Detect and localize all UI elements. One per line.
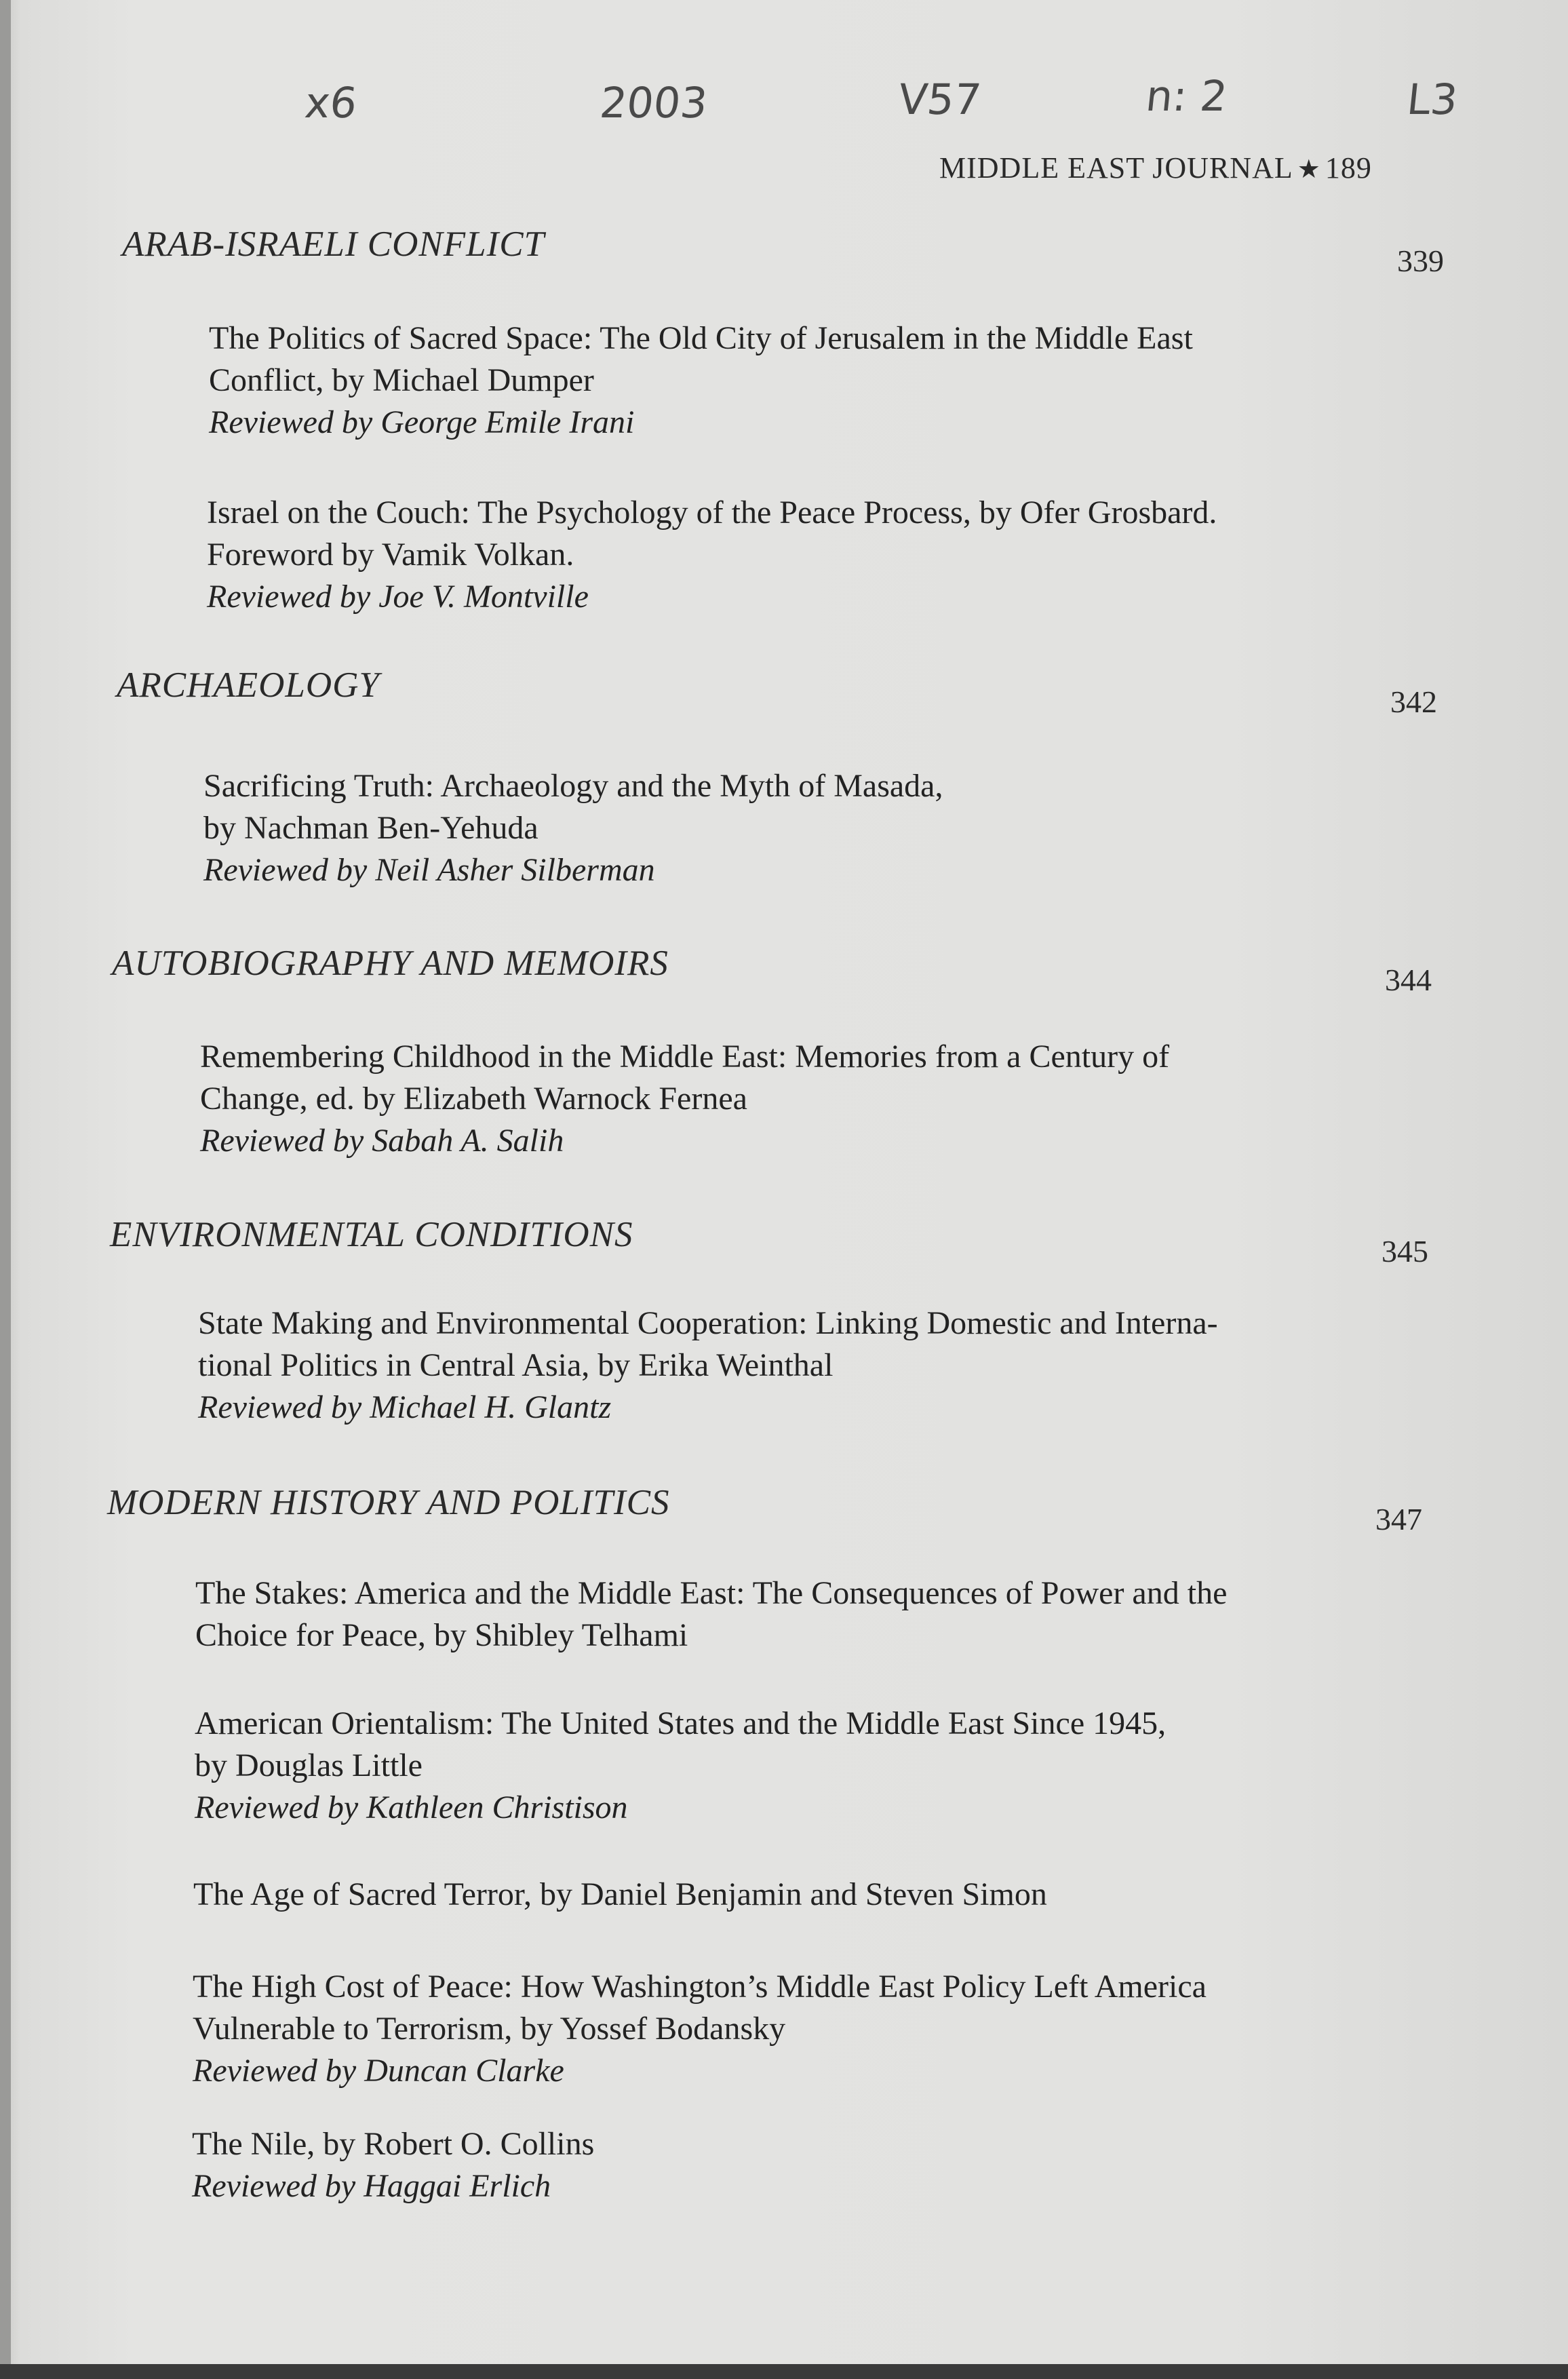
book-title-line: The High Cost of Peace: How Washington’s Middle East Policy Left America: [193, 1969, 1207, 2005]
page-bottom-edge: [0, 2364, 1568, 2379]
section-arab-israeli-conflict: [122, 224, 1451, 278]
section-page-number: 347: [1375, 1502, 1422, 1536]
section-autobiography-and-memoirs: [112, 943, 1441, 997]
book-title-line: The Politics of Sacred Space: The Old City of Jerusalem in the Middle East: [209, 320, 1193, 356]
review-entry: [192, 2123, 594, 2207]
review-entry: [195, 1703, 1166, 1829]
star-icon: ★: [1297, 155, 1321, 184]
section-title: MODERN HISTORY AND POLITICS: [107, 1483, 670, 1522]
section-title: ARCHAEOLOGY: [117, 665, 380, 705]
reviewer: Reviewed by Haggai Erlich: [192, 2168, 551, 2204]
section-page-number: 339: [1397, 244, 1444, 278]
book-title-line: Foreword by Vamik Volkan.: [207, 537, 574, 573]
section-page-number: 345: [1381, 1234, 1428, 1269]
review-entry: [209, 317, 1193, 444]
reviewer: Reviewed by Joe V. Montville: [207, 579, 589, 615]
review-entry: [207, 492, 1217, 618]
handwritten-mark: 2003: [597, 78, 710, 128]
book-title-line: State Making and Environmental Cooperation: Linking Domestic and Interna-: [198, 1305, 1218, 1341]
section-modern-history-and-politics: [107, 1482, 1436, 1536]
handwritten-mark: V57: [896, 75, 984, 124]
handwritten-mark: x6: [302, 78, 359, 128]
book-title-line: Sacrificing Truth: Archaeology and the Myth of Masada,: [203, 768, 943, 804]
book-title-line: The Stakes: America and the Middle East: The Consequences of Power and the: [195, 1575, 1228, 1611]
book-title-line: Remembering Childhood in the Middle East: Memories from a Century of: [200, 1039, 1170, 1075]
handwritten-mark: L3: [1405, 75, 1460, 124]
section-title: ENVIRONMENTAL CONDITIONS: [110, 1215, 633, 1254]
book-title-line: tional Politics in Central Asia, by Erika Weinthal: [198, 1347, 834, 1383]
book-title-line: Change, ed. by Elizabeth Warnock Fernea: [200, 1081, 747, 1117]
book-title-line: American Orientalism: The United States and the Middle East Since 1945,: [195, 1705, 1167, 1741]
reviewer: Reviewed by Michael H. Glantz: [198, 1389, 612, 1425]
reviewer: Reviewed by Sabah A. Salih: [200, 1123, 564, 1159]
section-environmental-conditions: [110, 1214, 1439, 1269]
book-title-line: Choice for Peace, by Shibley Telhami: [195, 1617, 688, 1653]
review-entry: [193, 1874, 1047, 1916]
book-title-line: Conflict, by Michael Dumper: [209, 362, 594, 398]
journal-name: MIDDLE EAST JOURNAL: [939, 151, 1293, 185]
reviewer: Reviewed by George Emile Irani: [209, 404, 635, 440]
section-title: ARAB-ISRAELI CONFLICT: [122, 225, 545, 264]
section-archaeology: [117, 665, 1446, 719]
reviewer: Reviewed by Neil Asher Silberman: [203, 852, 655, 888]
folio-page-number: 189: [1325, 151, 1372, 185]
handwritten-annotations: [0, 64, 1568, 139]
section-title: AUTOBIOGRAPHY AND MEMOIRS: [112, 944, 669, 983]
book-title-line: Israel on the Couch: The Psychology of the Peace Process, by Ofer Grosbard.: [207, 495, 1217, 530]
book-title-line: by Nachman Ben-Yehuda: [203, 810, 538, 846]
review-entry: [198, 1302, 1218, 1429]
review-entry: [193, 1966, 1207, 2092]
reviewer: Reviewed by Kathleen Christison: [195, 1790, 628, 1825]
section-page-number: 342: [1390, 684, 1437, 719]
reviewer: Reviewed by Duncan Clarke: [193, 2053, 564, 2089]
book-title-line: by Douglas Little: [195, 1747, 423, 1783]
book-title-line: The Age of Sacred Terror, by Daniel Benjamin and Steven Simon: [193, 1876, 1047, 1912]
section-page-number: 344: [1385, 963, 1432, 997]
book-title-line: Vulnerable to Terrorism, by Yossef Bodansky: [193, 2011, 786, 2047]
review-entry: [203, 765, 943, 891]
book-title-line: The Nile, by Robert O. Collins: [192, 2126, 595, 2162]
handwritten-mark: n: 2: [1143, 71, 1230, 121]
running-header: [939, 151, 1372, 185]
review-entry: [200, 1036, 1169, 1162]
review-entry: [195, 1572, 1227, 1657]
page-binding-shadow: [0, 0, 11, 2379]
